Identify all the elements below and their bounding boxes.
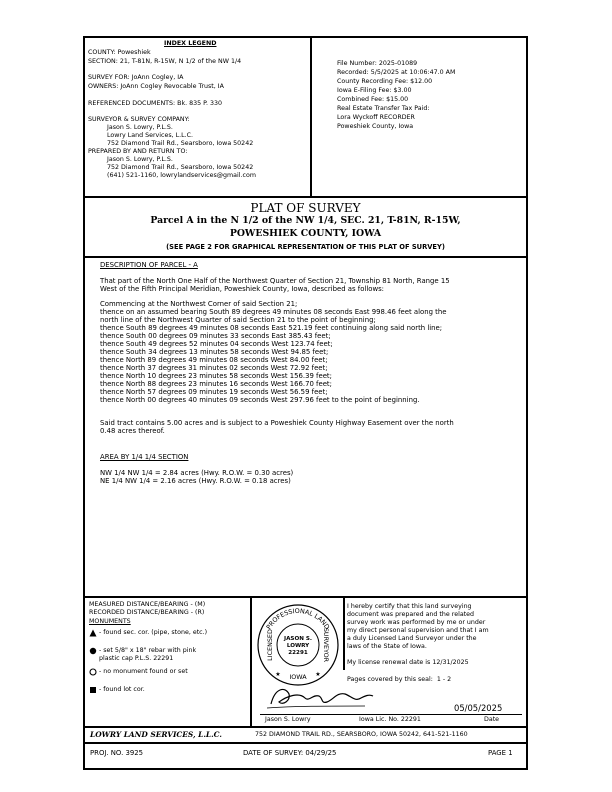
county-line: COUNTY: Poweshiek (88, 49, 151, 56)
description-intro: That part of the North One Half of the Northwest Quarter of Section 21, Township 81 North, Range 15 (100, 277, 450, 285)
certification-line: laws of the State of Iowa. (347, 643, 427, 650)
prepared-line: Jason S. Lowry, P.L.S. (107, 156, 173, 163)
recording-line: Recorded: 5/5/2025 at 10:06:47.0 AM (337, 69, 456, 76)
legend-rule (85, 596, 526, 598)
signature-date: 05/05/2025 (454, 703, 503, 713)
signature-line (260, 714, 522, 715)
recording-line: Poweshiek County, Iowa (337, 123, 414, 130)
area-line: NE 1/4 NW 1/4 = 2.16 acres (Hwy. R.O.W. = 0.18 acres) (100, 477, 291, 485)
legend-rebar: - set 5/8" x 18" rebar with pink (99, 647, 197, 654)
legend-recorded: RECORDED DISTANCE/BEARING - (R) (89, 609, 205, 616)
plat-subtitle: Parcel A in the N 1/2 of the NW 1/4, SEC. 21, T-81N, R-15W, (150, 215, 461, 226)
area-heading: AREA BY 1/4 1/4 SECTION (100, 453, 189, 461)
recording-line: Real Estate Transfer Tax Paid: (337, 105, 430, 112)
document-frame (83, 36, 528, 770)
recording-line: Iowa E-Filing Fee: $3.00 (337, 87, 412, 94)
legend-measured: MEASURED DISTANCE/BEARING - (M) (89, 601, 206, 608)
legend-rebar-cap: plastic cap P.L.S. 22291 (99, 655, 174, 662)
header-rule (85, 196, 526, 198)
surveyor-label: SURVEYOR & SURVEY COMPANY: (88, 116, 190, 123)
pages-covered: Pages covered by this seal: 1 - 2 (347, 676, 452, 683)
legend-found-sec: - found sec. cor. (pipe, stone, etc.) (99, 629, 208, 636)
recording-line: Combined Fee: $15.00 (337, 96, 409, 103)
prepared-line: 752 Diamond Trail Rd., Searsboro, Iowa 50242 (107, 164, 254, 171)
legend-no-monument: - no monument found or set (99, 668, 188, 675)
seal-top-text: PROFESSIONAL LAND (264, 606, 332, 631)
seal-left-text: LICENSED (266, 629, 274, 661)
page-number: PAGE 1 (488, 749, 513, 757)
description-call: thence North 89 degrees 49 minutes 08 seconds West 84.00 feet; (100, 356, 328, 364)
prepared-label: PREPARED BY AND RETURN TO: (88, 148, 188, 155)
recording-line: County Recording Fee: $12.00 (337, 78, 433, 85)
description-intro: West of the Fifth Principal Meridian, Poweshiek County, Iowa, described as follows: (100, 285, 384, 293)
legend-monuments: MONUMENTS (89, 618, 131, 625)
seal-number: 22291 (288, 650, 308, 656)
project-number: PROJ. NO. 3925 (90, 749, 143, 757)
surveyor-seal (256, 603, 340, 687)
surveyor-line: Lowry Land Services, L.L.C. (107, 132, 194, 139)
plat-note: (SEE PAGE 2 FOR GRAPHICAL REPRESENTATION OF THIS PLAT OF SURVEY) (166, 243, 445, 251)
prepared-line: (641) 521-1160, lowrylandservices@gmail.com (107, 172, 256, 179)
header-divider (310, 38, 312, 196)
surveyor-line: Jason S. Lowry, P.L.S. (107, 124, 173, 131)
area-line: NW 1/4 NW 1/4 = 2.84 acres (Hwy. R.O.W. = 0.30 acres) (100, 469, 294, 477)
legend-found-lot: - found lot cor. (99, 686, 145, 693)
legend-divider (250, 596, 252, 726)
seal-star-icon: ★ (315, 671, 321, 678)
survey-for-line: SURVEY FOR: JoAnn Cogley, IA (88, 74, 184, 81)
certification-line: I hereby certify that this land surveying (347, 603, 472, 610)
certification-line: survey work was performed by me or under (347, 619, 486, 626)
index-legend-heading: INDEX LEGEND (164, 40, 217, 47)
description-call: thence North 10 degrees 23 minutes 58 seconds West 156.39 feet; (100, 372, 332, 380)
acreage-statement: 0.48 acres thereof. (100, 427, 165, 435)
acreage-statement: Said tract contains 5.00 acres and is subject to a Poweshiek County Highway Easement over the north (100, 419, 454, 427)
footer-rule-top (85, 726, 526, 728)
plat-title: PLAT OF SURVEY (250, 201, 361, 215)
license-number: Iowa Lic. No. 22291 (359, 716, 421, 723)
recording-line: Lora Wyckoff RECORDER (337, 114, 415, 121)
referenced-documents-line: REFERENCED DOCUMENTS: Bk. 835 P. 330 (88, 100, 222, 107)
found-section-corner-icon (89, 629, 97, 637)
description-call: thence North 88 degrees 23 minutes 16 seconds West 166.70 feet; (100, 380, 332, 388)
description-heading: DESCRIPTION OF PARCEL - A (100, 261, 198, 269)
description-call: thence North 37 degrees 31 minutes 02 seconds West 72.92 feet; (100, 364, 328, 372)
date-label: Date (484, 716, 500, 723)
no-monument-icon (89, 668, 97, 676)
certification-line: a duly Licensed Land Surveyor under the (347, 635, 477, 642)
description-call: thence South 49 degrees 52 minutes 04 seconds West 123.74 feet; (100, 340, 333, 348)
description-call: thence South 34 degrees 13 minutes 58 seconds West 94.85 feet; (100, 348, 329, 356)
surveyor-line: 752 Diamond Trail Rd., Searsboro, Iowa 50242 (107, 140, 254, 147)
seal-star-icon: ★ (275, 671, 281, 678)
company-name: LOWRY LAND SERVICES, L.L.C. (90, 730, 223, 739)
seal-name-1: JASON S. (284, 636, 312, 642)
seal-right-text: SURVEYOR (322, 627, 330, 663)
description-call: thence on an assumed bearing South 89 degrees 49 minutes 08 seconds East 998.46 feet along the (100, 308, 447, 316)
license-renewal: My license renewal date is 12/31/2025 (347, 659, 469, 666)
signature-name: Jason S. Lowry (265, 716, 311, 723)
seal-bottom-text: IOWA (289, 673, 307, 681)
section-line: SECTION: 21, T-81N, R-15W, N 1/2 of the NW 1/4 (88, 58, 242, 65)
owners-line: OWNERS: JoAnn Cogley Revocable Trust, IA (88, 83, 224, 90)
description-call: thence North 57 degrees 09 minutes 19 seconds West 56.59 feet; (100, 388, 328, 396)
description-call: north line of the Northwest Quarter of said Section 21 to the point of beginning; (100, 316, 376, 324)
surveyor-signature (265, 684, 375, 712)
recording-line: File Number: 2025-01089 (337, 60, 418, 67)
certification-line: my direct personal supervision and that I am (347, 627, 489, 634)
footer-rule-bottom (85, 742, 526, 744)
description-call: thence South 00 degrees 09 minutes 33 seconds East 385.43 feet; (100, 332, 331, 340)
date-of-survey: DATE OF SURVEY: 04/29/25 (243, 749, 337, 757)
title-rule (85, 256, 526, 258)
set-rebar-icon (89, 647, 97, 655)
found-lot-corner-icon (89, 686, 97, 694)
plat-county: POWESHIEK COUNTY, IOWA (229, 228, 382, 239)
description-call: thence South 89 degrees 49 minutes 08 seconds East 521.19 feet continuing along said north line; (100, 324, 443, 332)
description-call: thence North 00 degrees 40 minutes 09 seconds West 297.96 feet to the point of beginning. (100, 396, 420, 404)
seal-name-2: LOWRY (286, 643, 310, 649)
certification-line: document was prepared and the related (347, 611, 475, 618)
certification-divider (343, 596, 345, 670)
company-address: 752 DIAMOND TRAIL RD., SEARSBORO, IOWA 50242, 641-521-1160 (255, 731, 468, 738)
description-call: Commencing at the Northwest Corner of said Section 21; (100, 300, 298, 308)
